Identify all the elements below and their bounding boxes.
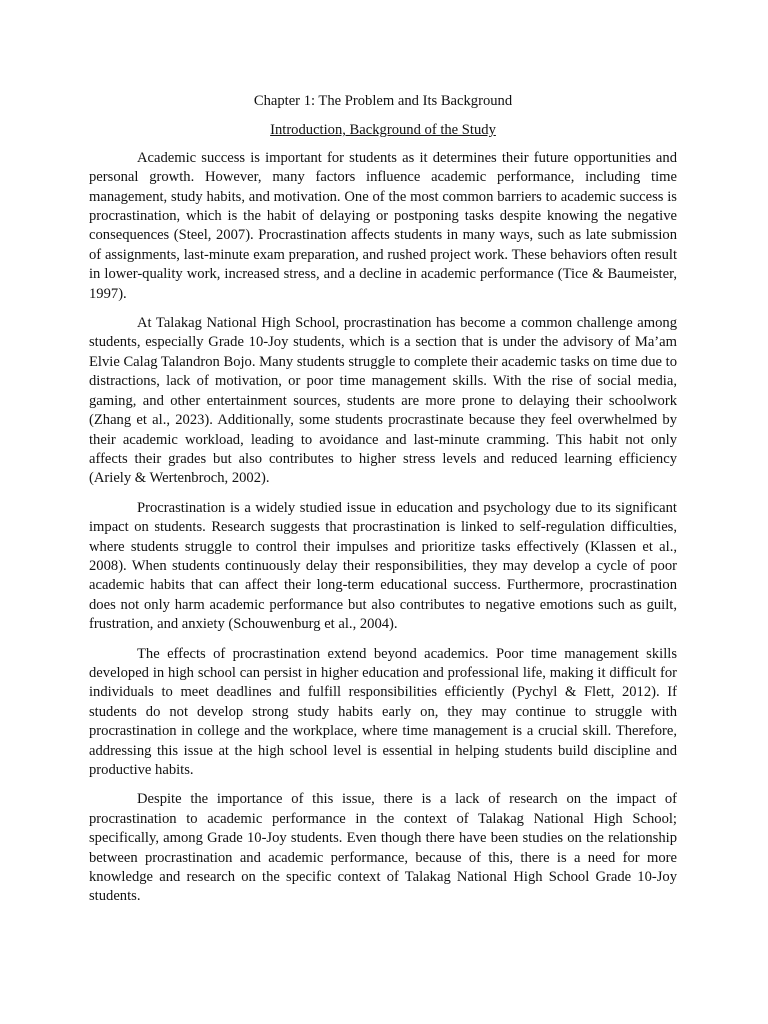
paragraph-3: Procrastination is a widely studied issue in education and psychology due to its significant impact on students. Research suggests that procrastination is linked to self-regulation difficulties, where students struggle to control their impulses and prioritize tasks effectively (Klassen et al., 2008). When students continuously delay their responsibilities, they may develop a cycle of poor academic habits that can affect their long-term educational success. Furthermore, procrastination does not only harm academic performance but also contributes to negative emotions such as guilt, frustration, and anxiety (Schouwenburg et al., 2004). [89, 499, 677, 633]
paragraph-4: The effects of procrastination extend beyond academics. Poor time management skills developed in high school can persist in higher education and professional life, making it difficult for individuals to meet deadlines and fulfill responsibilities efficiently (Pychyl & Flett, 2012). If students do not develop strong study habits early on, they may continue to struggle with procrastination in college and the workplace, where time management is a crucial skill. Therefore, addressing this issue at the high school level is essential in helping students build discipline and productive habits. [89, 645, 677, 778]
paragraph-5: Despite the importance of this issue, there is a lack of research on the impact of procrastination to academic performance in the context of Talakag National High School; specifically, among Grade 10-Joy students. Even though there have been studies on the relationship between procrastination and academic performance, because of this, there is a need for more knowledge and research on the specific context of Talakag National High School Grade 10-Joy students. [89, 791, 677, 905]
document-body [89, 92, 677, 917]
section-heading: Introduction, Background of the Study [270, 122, 496, 139]
paragraph-1: Academic success is important for students as it determines their future opportunities and personal growth. However, many factors influence academic performance, including time management, study habits, and motivation. One of the most common barriers to academic success is procrastination, which is the habit of delaying or postponing tasks despite knowing the negative consequences (Steel, 2007). Procrastination affects students in many ways, such as late submission of assignments, last-minute exam preparation, and rushed project work. These behaviors often result in lower-quality work, increased stress, and a decline in academic performance (Tice & Baumeister, 1997). [89, 149, 677, 302]
paragraph-2: At Talakag National High School, procrastination has become a common challenge among students, especially Grade 10-Joy students, which is a section that is under the advisory of Ma’am Elvie Calag Talandron Bojo. Many students struggle to complete their academic tasks on time due to distractions, lack of motivation, or poor time management skills. With the rise of social media, gaming, and other entertainment sources, students are more prone to delaying their schoolwork (Zhang et al., 2023). Additionally, some students procrastinate because they feel overwhelmed by their academic workload, leading to avoidance and last-minute cramming. This habit not only affects their grades but also contributes to higher stress levels and reduced learning efficiency (Ariely & Wertenbroch, 2002). [89, 315, 677, 487]
chapter-title: Chapter 1: The Problem and Its Background [253, 93, 513, 109]
